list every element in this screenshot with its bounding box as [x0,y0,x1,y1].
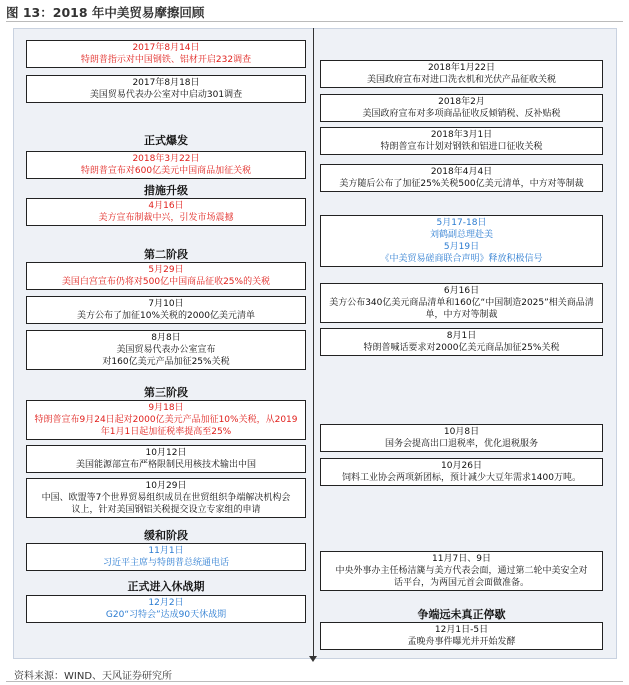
event-box [26,198,306,226]
event-text: 美国贸易代表办公室对中启动301调查 [89,90,243,100]
event-text: 特朗普指示对中国钢铁、铝材开启232调查 [80,55,252,65]
event-box [26,330,306,370]
event-text: 习近平主席与特朗普总统通电话 [102,558,229,568]
event-box [320,60,603,88]
timeline-axis [313,28,314,659]
timeline-arrow-icon [309,656,317,662]
event-box [320,164,603,192]
event-date: 2018年3月22日 [132,154,200,164]
event-box [26,262,306,290]
event-date: 10月12日 [145,448,187,458]
event-text: 美国贸易代表办公室宣布 [116,345,216,355]
event-text: 《中美贸易磋商联合声明》释放积极信号 [380,254,543,264]
event-text: 刘鹤副总理赴美 [429,230,493,240]
event-date: 4月16日 [148,201,184,211]
event-text: 美方宣布制裁中兴，引发市场震撼 [98,213,234,223]
event-text: 美国政府宣布对进口洗衣机和光伏产品征收关税 [366,75,556,85]
event-box [320,424,603,452]
phase-label: 缓和阶段 [144,529,188,542]
event-box [26,543,306,571]
event-date: 10月26日 [441,461,482,471]
event-date: 2018年4月4日 [430,167,493,177]
event-text: G20“习特会”达成90天休战期 [105,610,227,620]
event-date: 10月8日 [443,427,480,437]
event-box [26,296,306,324]
event-text: 孟晚舟事件曝光并开始发酵 [407,637,516,647]
event-text: 话平台，为两国元首会面做准备。 [393,578,529,588]
event-date: 11月7日、9日 [432,554,491,564]
event-text: 美国能源部宣布严格限制民用核技术输出中国 [75,460,256,470]
event-text: 美方随后公布了加征25%关税500亿美元清单，中方对等制裁 [339,179,584,189]
phase-label: 正式进入休战期 [127,580,205,593]
event-text: 中央外事办主任杨洁篪与美方代表会面，通过第二轮中美安全对 [335,566,588,576]
phase-label: 措施升级 [144,184,188,197]
event-date: 5月19日 [443,242,480,252]
event-text: 美方公布340亿美元商品清单和160亿“中国制造2025”相关商品清 [329,298,594,308]
event-date: 12月1日-5日 [434,625,489,635]
event-date: 2018年3月1日 [430,130,493,140]
source-note: 资料来源：WIND、天风证券研究所 [14,671,173,682]
event-date: 5月29日 [148,265,184,275]
event-text: 饲料工业协会两项新团标，预计减少大豆年需求1400万吨。 [342,473,581,483]
event-box [26,445,306,473]
title-divider [6,21,623,22]
figure-title: 图 13：2018 年中美贸易摩擦回顾 [6,5,205,20]
event-box [320,127,603,155]
event-date: 2018年2月 [438,97,485,107]
event-text: 对160亿美元产品加征25%关税 [102,357,230,367]
event-date: 11月1日 [148,546,184,556]
event-text: 美国白宫宣布仍将对500亿中国商品征收25%的关税 [61,277,271,287]
event-text: 中国、欧盟等7个世界贸易组织成员在世贸组织争端解决机构会 [41,493,291,503]
event-date: 2017年8月14日 [132,43,200,53]
event-box [26,75,306,103]
event-date: 12月2日 [148,598,184,608]
event-box [26,595,306,623]
event-box [320,283,603,323]
phase-label: 第二阶段 [144,248,188,261]
event-date: 7月10日 [148,299,184,309]
event-box [26,478,306,518]
event-box [320,551,603,591]
event-date: 2018年1月22日 [427,63,496,73]
event-text: 特朗普宣布9月24日起对2000亿美元产品加征10%关税，从2019 [34,415,298,425]
event-date: 9月18日 [148,403,184,413]
event-text: 美方公布了加征10%关税的2000亿美元清单 [77,311,255,321]
event-date: 10月29日 [145,481,187,491]
event-text: 议上，针对美国钢铝关税提交设立专家组的申请 [71,505,261,515]
event-box [26,151,306,179]
event-box [320,94,603,122]
event-box [26,400,306,440]
event-box [320,328,603,356]
event-text: 单，中方对等制裁 [425,310,498,320]
event-box [26,40,306,68]
phase-label: 第三阶段 [144,386,188,399]
event-text: 特朗普宣布计划对钢铁和铝进口征收关税 [380,142,543,152]
event-box [320,458,603,486]
event-text: 年1月1日起加征税率提高至25% [100,427,232,437]
event-text: 特朗普喊话要求对2000亿美元商品加征25%关税 [363,343,560,353]
event-text: 特朗普宣布对600亿美元中国商品加征关税 [80,166,252,176]
phase-label: 正式爆发 [144,134,188,147]
event-text: 美国政府宣布对多项商品征收反倾销税、反补贴税 [362,109,561,119]
event-box [320,622,603,650]
event-date: 2017年8月18日 [132,78,200,88]
event-text: 国务会提高出口退税率，优化退税服务 [384,439,538,449]
event-date: 6月16日 [443,286,480,296]
event-date: 8月1日 [446,331,477,341]
phase-label: 争端远未真正停歇 [417,608,506,621]
event-box [320,215,603,267]
bottom-divider [6,681,623,682]
event-date: 5月17-18日 [436,218,487,228]
event-date: 8月8日 [151,333,181,343]
